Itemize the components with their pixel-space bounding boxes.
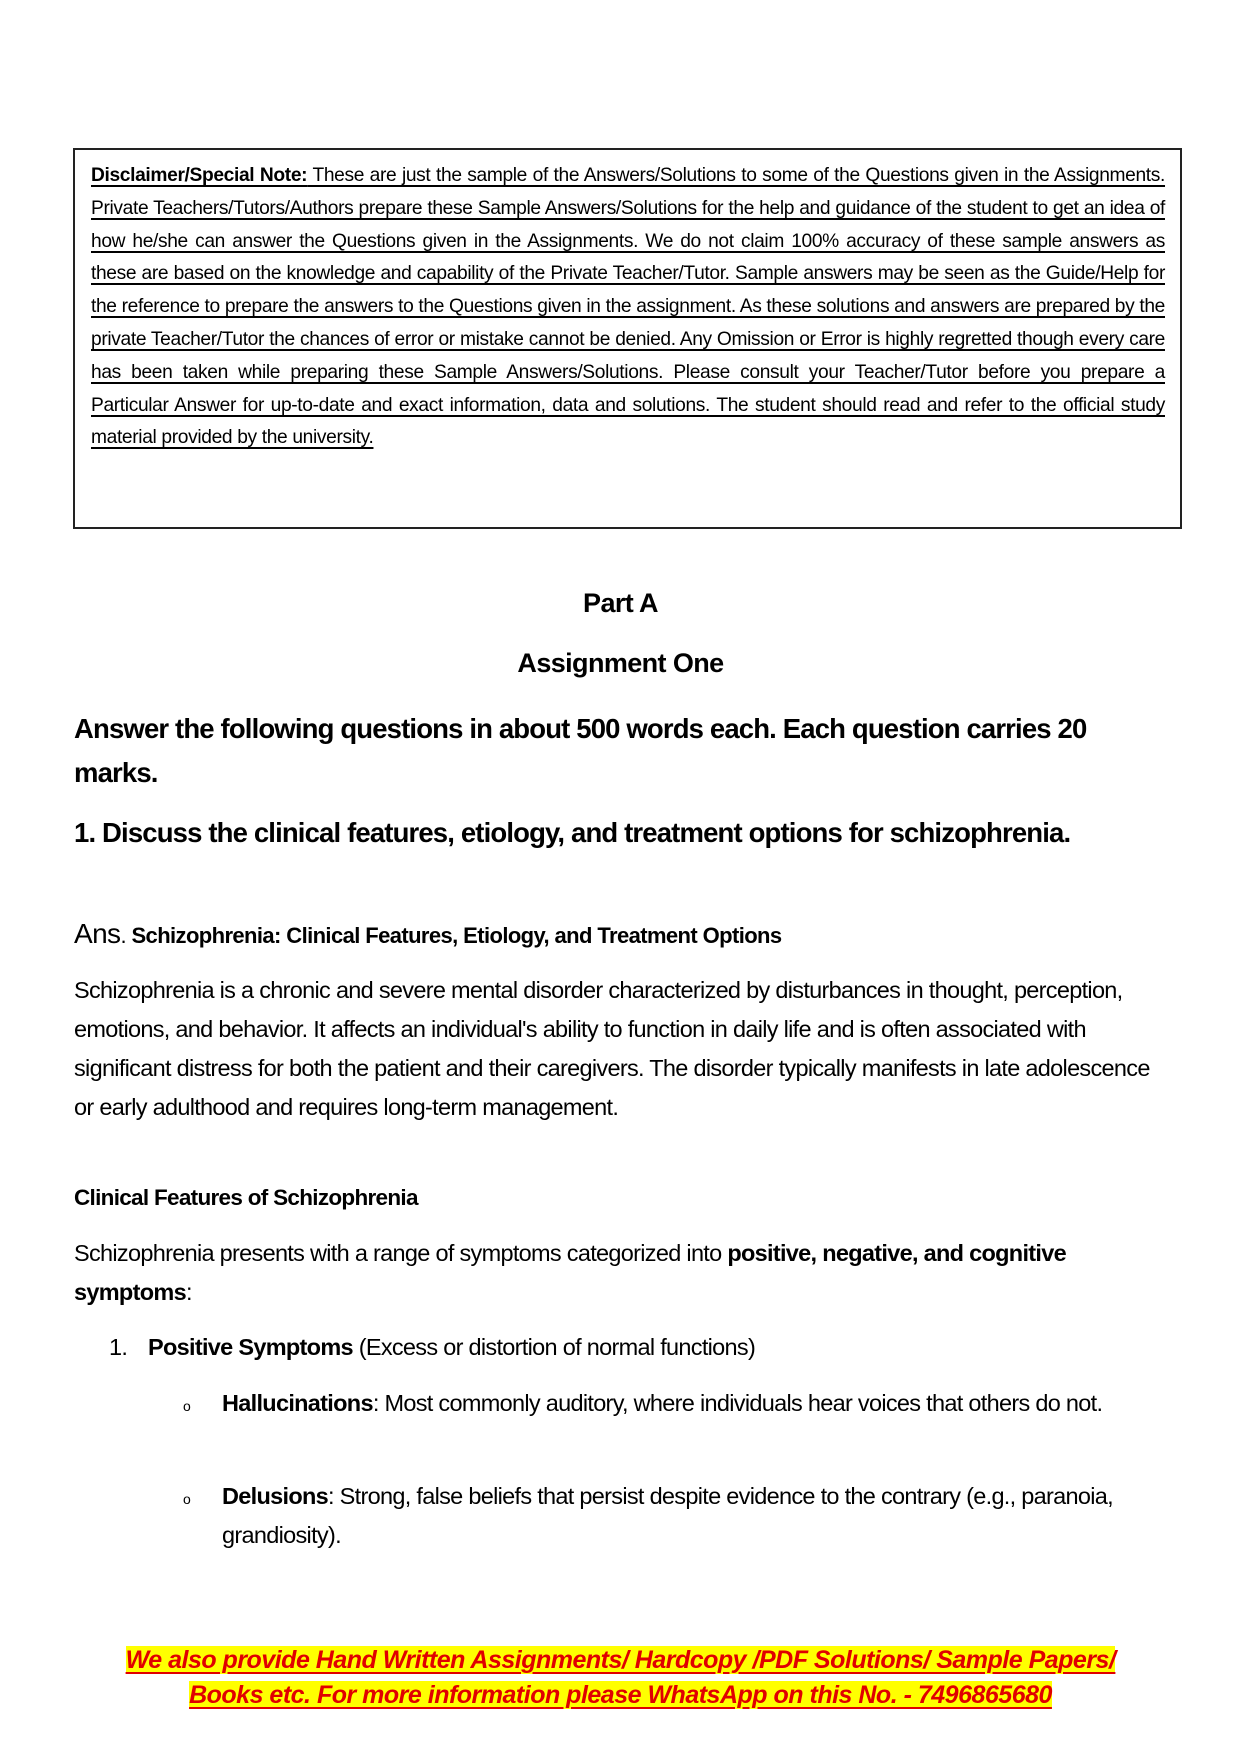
bullet-text [222, 1477, 1163, 1555]
bullet-definition: : Strong, false beliefs that persist despite evidence to the contrary (e.g., paranoia, grandiosity). [222, 1483, 1113, 1548]
disclaimer-body: These are just the sample of the Answers/Solutions to some of the Questions given in the Assignments. Private Teachers/Tutors/Authors prepare these Sample Answers/Solutions for the help and guidance of the student to get an idea of how he/she can answer the Questions given in the Assignments. We do not claim 100% accuracy of these sample answers as these are based on the knowledge and capability of the Private Teacher/Tutor. Sample answers may be seen as the Guide/Help for the reference to prepare the answers to the Questions given in the assignment. As these solutions and answers are prepared by the private Teacher/Tutor the chances of error or mistake cannot be denied. Any Omission or Error is highly regretted though every care has been taken while preparing these Sample Answers/Solutions. Please consult your Teacher/Tutor before you prepare a Particular Answer for up-to-date and exact information, data and solutions. The student should read and refer to the official study material provided by the university. [91, 165, 1166, 449]
list-item-description: (Excess or distortion of normal functions) [352, 1334, 756, 1360]
question-1: 1. Discuss the clinical features, etiology, and treatment options for schizophrenia. [74, 817, 1071, 848]
section-intro-end: : [185, 1279, 192, 1305]
promo-line-1: We also provide Hand Written Assignments/ Hardcopy /PDF Solutions/ Sample Papers/ [125, 1646, 1116, 1674]
part-title: Part A [583, 588, 658, 618]
list-number: 1. [109, 1334, 128, 1360]
disclaimer-lead: Disclaimer/Special Note: [91, 165, 308, 186]
instructions: Answer the following questions in about 500 words each. Each question carries 20 marks. [74, 713, 1087, 788]
answer-title: Schizophrenia: Clinical Features, Etiology, and Treatment Options [131, 923, 782, 948]
list-item-label: Positive Symptoms [148, 1334, 353, 1360]
section-intro-text: Schizophrenia presents with a range of symptoms categorized into [74, 1240, 728, 1266]
hollow-bullet-icon: o [183, 1491, 191, 1507]
answer-heading [74, 918, 1174, 950]
answer-intro-paragraph: Schizophrenia is a chronic and severe mental disorder characterized by disturbances in thought, perception, emotions, and behavior. It affects an individual's ability to function in daily life and is often associated with significant distress for both the patient and their caregivers. The disorder typically manifests in late adolescence or early adulthood and requires long-term management. [74, 977, 1150, 1120]
answer-separator: . [120, 923, 132, 948]
list-item-positive-symptoms [109, 1328, 755, 1367]
bullet-delusions [183, 1477, 1163, 1555]
bullet-hallucinations [183, 1384, 1163, 1423]
bullet-definition: : Most commonly auditory, where individuals hear voices that others do not. [372, 1390, 1103, 1416]
disclaimer-text [91, 160, 1165, 455]
section-heading: Clinical Features of Schizophrenia [74, 1185, 418, 1210]
bullet-term: Hallucinations [222, 1390, 373, 1416]
promo-banner [0, 1643, 1241, 1713]
promo-line-2: Books etc. For more information please WhatsApp on this No. - 7496865680 [189, 1681, 1052, 1709]
section-intro-paragraph [74, 1234, 1164, 1312]
answer-prefix: Ans [74, 918, 121, 949]
hollow-bullet-icon: o [183, 1398, 191, 1414]
disclaimer-box [73, 148, 1182, 529]
bullet-text [222, 1384, 1163, 1423]
bullet-term: Delusions [222, 1483, 329, 1509]
assignment-title: Assignment One [517, 648, 724, 678]
section-intro-emphasis: positive, negative, and cognitive symptoms [74, 1240, 1066, 1305]
